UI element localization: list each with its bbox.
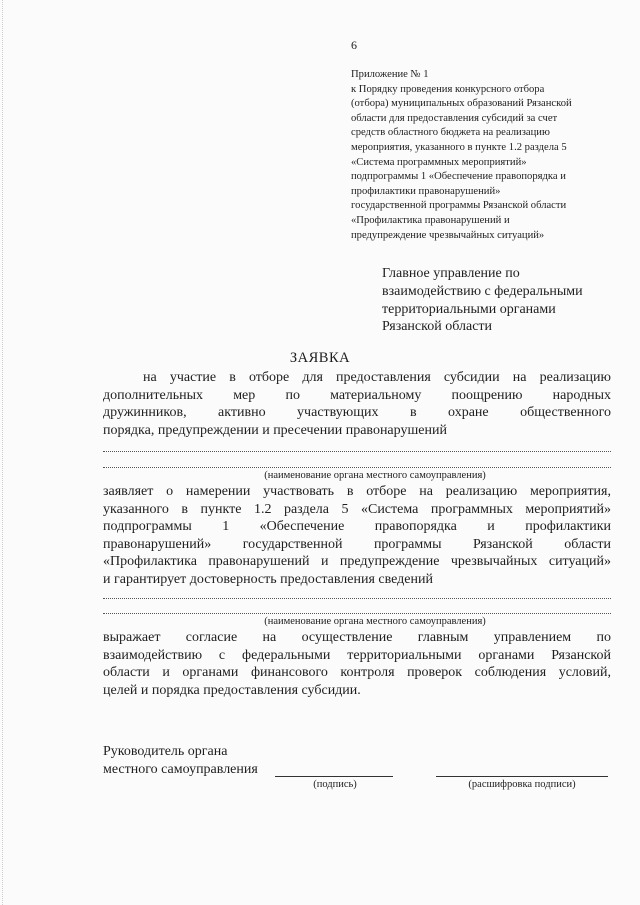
- statement-line: «Профилактика правонарушений и предупреждение чрезвычайных ситуаций»: [103, 554, 611, 570]
- appendix-line: Приложение № 1: [351, 69, 429, 80]
- signature-decoding-caption: (расшифровка подписи): [468, 779, 576, 790]
- appendix-line: средств областного бюджета на реализацию: [351, 127, 550, 139]
- statement-line: заявляет о намерении участвовать в отборе на реализацию мероприятия,: [103, 484, 611, 499]
- org-name-fill-line: [103, 598, 611, 599]
- consent-line: выражает согласие на осуществление главным управлением по: [103, 630, 611, 645]
- consent-line: целей и порядка предоставления субсидии.: [103, 682, 361, 698]
- statement-line: правонарушений» государственной программы Рязанской области: [103, 536, 611, 552]
- addressee-line: взаимодействию с федеральными: [382, 283, 583, 299]
- statement-line: подпрограммы 1 «Обеспечение правопорядка и профилактики: [103, 519, 611, 535]
- page-number: 6: [351, 38, 357, 52]
- document-title: ЗАЯВКА: [289, 350, 351, 366]
- org-name-caption: (наименование органа местного самоуправления): [264, 616, 486, 627]
- intro-line: дружинников, активно участвующих в охране общественного: [103, 405, 611, 421]
- addressee-line: Рязанской области: [382, 319, 493, 335]
- appendix-line: государственной программы Рязанской области: [351, 200, 567, 212]
- signatory-label-line: Руководитель органа: [103, 744, 228, 759]
- binding-edge: [2, 0, 4, 905]
- intro-line: дополнительных мер по материальному поощрению народных: [103, 387, 611, 403]
- org-name-fill-line: [103, 451, 611, 452]
- signature-fill-line: [275, 776, 393, 777]
- appendix-line: «Система программных мероприятий»: [351, 156, 527, 168]
- appendix-line: профилактики правонарушений»: [351, 185, 501, 197]
- intro-line: порядка, предупреждении и пресечении правонарушений: [103, 422, 447, 438]
- org-name-fill-line: [103, 613, 611, 614]
- appendix-line: «Профилактика правонарушений и: [351, 214, 510, 226]
- appendix-line: (отбора) муниципальных образований Рязанской: [351, 98, 572, 110]
- statement-paragraph: [103, 483, 611, 589]
- addressee-line: территориальными органами: [382, 301, 556, 317]
- addressee-line: Главное управление по: [382, 266, 520, 281]
- consent-paragraph: [103, 629, 611, 699]
- appendix-line: мероприятия, указанного в пункте 1.2 раздела 5: [351, 141, 567, 153]
- appendix-header: [351, 68, 621, 243]
- appendix-line: предупреждение чрезвычайных ситуаций»: [351, 229, 545, 241]
- signature-caption: (подпись): [313, 779, 357, 790]
- appendix-line: области для предоставления субсидий за счет: [351, 112, 558, 124]
- intro-line: на участие в отборе для предоставления субсидии на реализацию: [143, 370, 611, 385]
- org-name-caption: (наименование органа местного самоуправления): [264, 470, 486, 481]
- addressee-block: [382, 265, 622, 336]
- signatory-label-line: местного самоуправления: [103, 761, 258, 777]
- intro-paragraph: [103, 369, 611, 439]
- statement-line: и гарантирует достоверность предоставления сведений: [103, 571, 433, 587]
- appendix-line: к Порядку проведения конкурсного отбора: [351, 83, 545, 95]
- consent-line: области и органами финансового контроля проверок соблюдения условий,: [103, 665, 611, 681]
- appendix-line: подпрограммы 1 «Обеспечение правопорядка и: [351, 171, 566, 183]
- signature-decoding-fill-line: [436, 776, 608, 777]
- consent-line: взаимодействию с федеральными территориальными органами Рязанской: [103, 647, 611, 663]
- statement-line: указанного в пункте 1.2 раздела 5 «Система программных мероприятий»: [103, 501, 611, 517]
- signatory-label: [103, 743, 258, 778]
- org-name-fill-line: [103, 467, 611, 468]
